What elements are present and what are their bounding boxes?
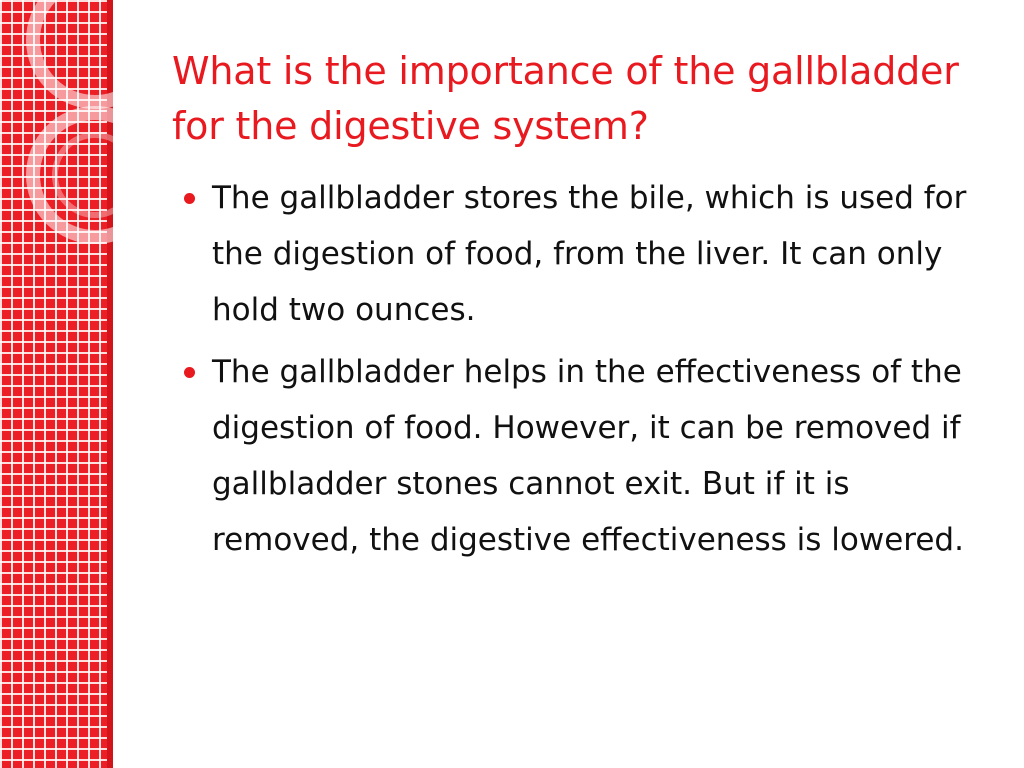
- bullet-text: The gallbladder stores the bile, which is used for the digestion of food, from the liver. It can only hold two ounces.: [212, 180, 967, 328]
- decorative-grid-band: [0, 0, 113, 768]
- bullet-item: [178, 170, 978, 338]
- bullet-item: [178, 344, 978, 568]
- slide-title: What is the importance of the gallbladder for the digestive system?: [172, 49, 959, 148]
- bullet-dot-icon: [184, 193, 195, 204]
- bullet-text: The gallbladder helps in the effectiveness of the digestion of food. However, it can be removed if gallbladder stones cannot exit. But if it is removed, the digestive effectiveness is lowered.: [212, 354, 964, 558]
- bullet-list: [178, 170, 978, 574]
- bullet-dot-icon: [184, 367, 195, 378]
- circle-ornament: [0, 0, 113, 768]
